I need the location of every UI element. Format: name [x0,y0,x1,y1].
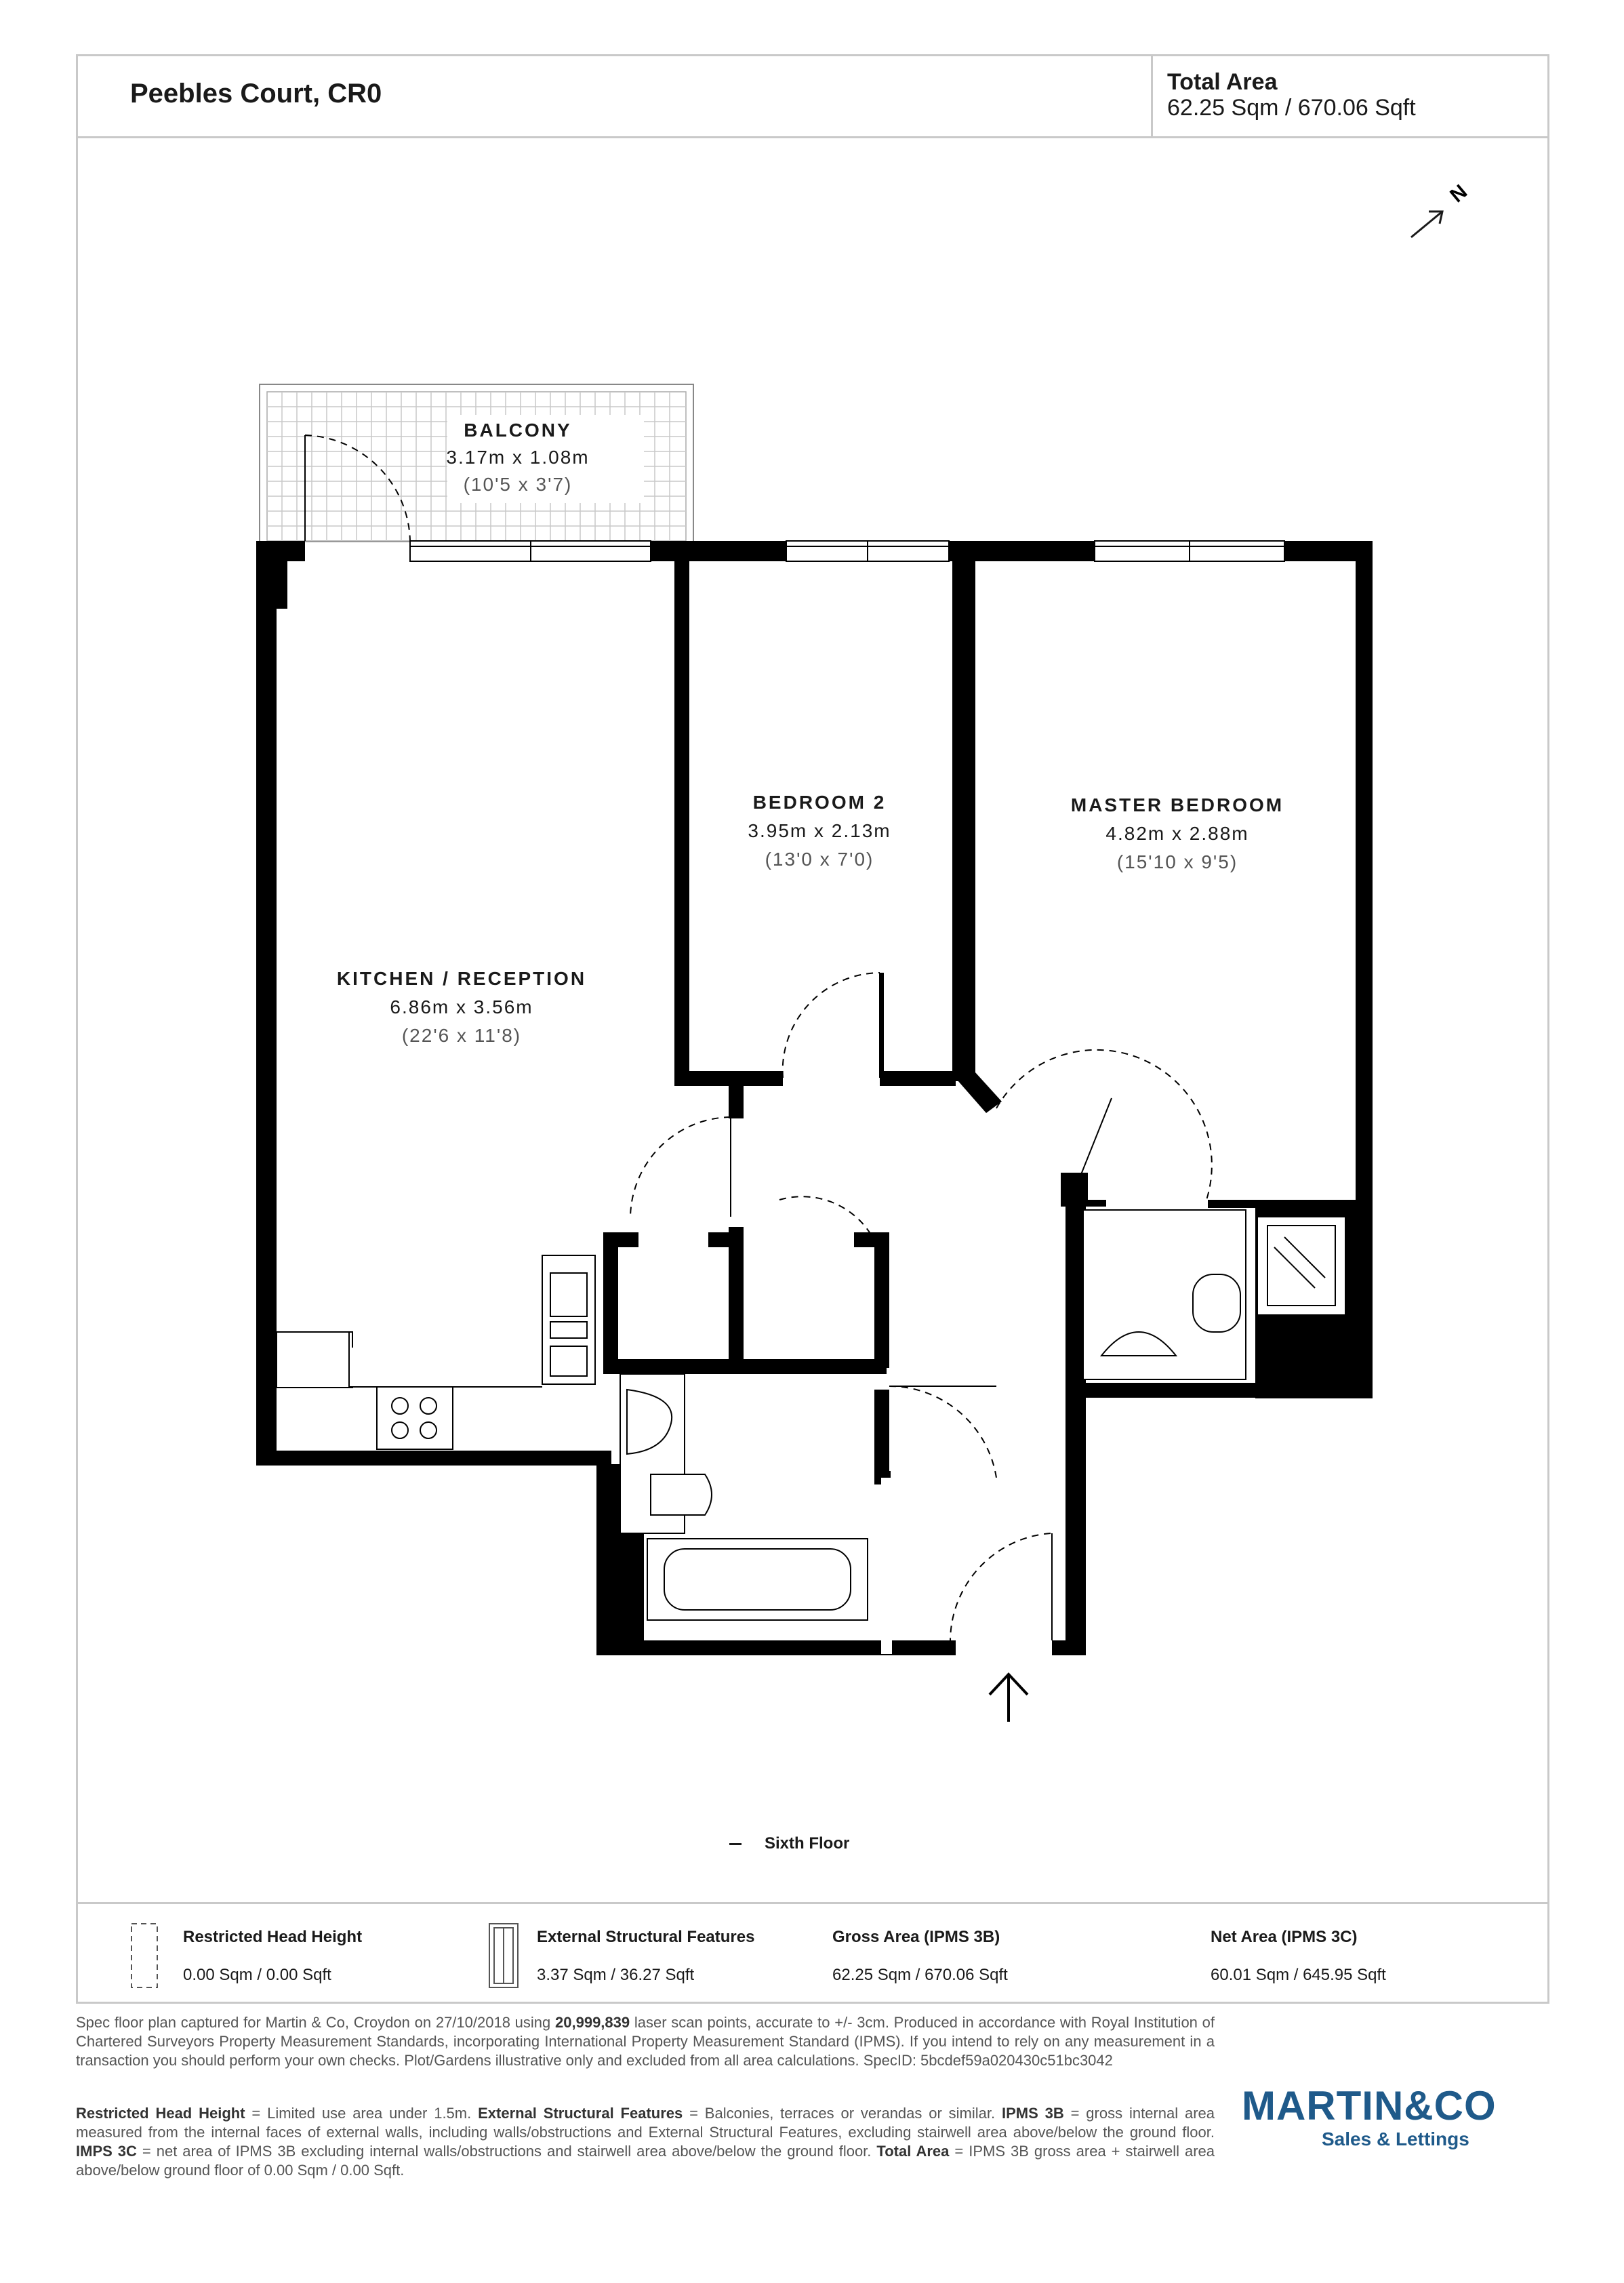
net-title: Net Area (IPMS 3C) [1211,1928,1358,1946]
balcony-name: BALCONY [464,420,572,441]
kitchen-metric: 6.86m x 3.56m [390,996,533,1017]
bedroom2-metric: 3.95m x 2.13m [748,820,891,841]
external-value: 3.37 Sqm / 36.27 Sqft [537,1966,695,1984]
external-title: External Structural Features [537,1928,755,1946]
kitchen-name: KITCHEN / RECEPTION [336,968,587,989]
restricted-height-icon [130,1922,160,1990]
floor-legend-dash [729,1843,742,1845]
disclaimer-paragraph-1: Spec floor plan captured for Martin & Co, Croydon on 27/10/2018 using 20,999,839 laser scan points, accurate to +/- 3cm. Produced in accordance with Royal Institution of Chartered Surveyors Property Measurement Standards, incorporating International Property Measurement Standard (IPMS). If you intend to rely on any measurement in a transaction you should perform your own checks. Plot/Gardens illustrative only and excluded from all area calculations. SpecID: 5bcdef59a020430c51bc3042 [76,2014,1215,2069]
kitchen-units [277,1255,595,1449]
balcony-imperial: (10'5 x 3'7) [463,474,573,495]
property-title: Peebles Court, CR0 [130,79,382,108]
total-area-label: Total Area [1167,69,1278,95]
windows [410,541,1284,561]
master-bedroom-name: MASTER BEDROOM [1070,794,1284,815]
total-area-value: 62.25 Sqm / 670.06 Sqft [1167,95,1416,121]
floor-label: Sixth Floor [765,1834,850,1853]
balcony-metric: 3.17m x 1.08m [446,447,590,468]
entrance-arrow-icon [990,1674,1028,1722]
legend-divider [76,1902,1549,1904]
brand-tagline: Sales & Lettings [1322,2128,1469,2149]
disclaimer-paragraph-2: Restricted Head Height = Limited use area under 1.5m. External Structural Features = Balconies, terraces or verandas or similar. IPMS 3B = gross internal area measured from the internal faces of external walls, including walls/obstructions and External Structural Features, excluding stairwell area above/below the ground floor. IMPS 3C = net area of IPMS 3B excluding internal walls/obstructions and stairwell area above/below the ground floor. Total Area = IPMS 3B gross area + stairwell area above/below ground floor of 0.00 Sqm / 0.00 Sqft. [76,2105,1215,2179]
brand-logo: MARTIN&CO [1242,2083,1497,2128]
gross-title: Gross Area (IPMS 3B) [832,1928,1000,1946]
north-arrow-icon [1411,180,1471,237]
kitchen-imperial: (22'6 x 11'8) [401,1025,522,1046]
master-bedroom-imperial: (15'10 x 9'5) [1116,851,1238,872]
walls [256,541,1373,1655]
compass-label: N [1446,180,1472,207]
restricted-value: 0.00 Sqm / 0.00 Sqft [183,1966,331,1984]
net-value: 60.01 Sqm / 645.95 Sqft [1211,1966,1386,1984]
external-features-icon [488,1922,521,1990]
bedroom2-imperial: (13'0 x 7'0) [765,849,874,870]
master-bedroom-metric: 4.82m x 2.88m [1105,823,1249,844]
restricted-title: Restricted Head Height [183,1928,363,1946]
gross-value: 62.25 Sqm / 670.06 Sqft [832,1966,1008,1984]
bedroom2-name: BEDROOM 2 [752,792,887,813]
